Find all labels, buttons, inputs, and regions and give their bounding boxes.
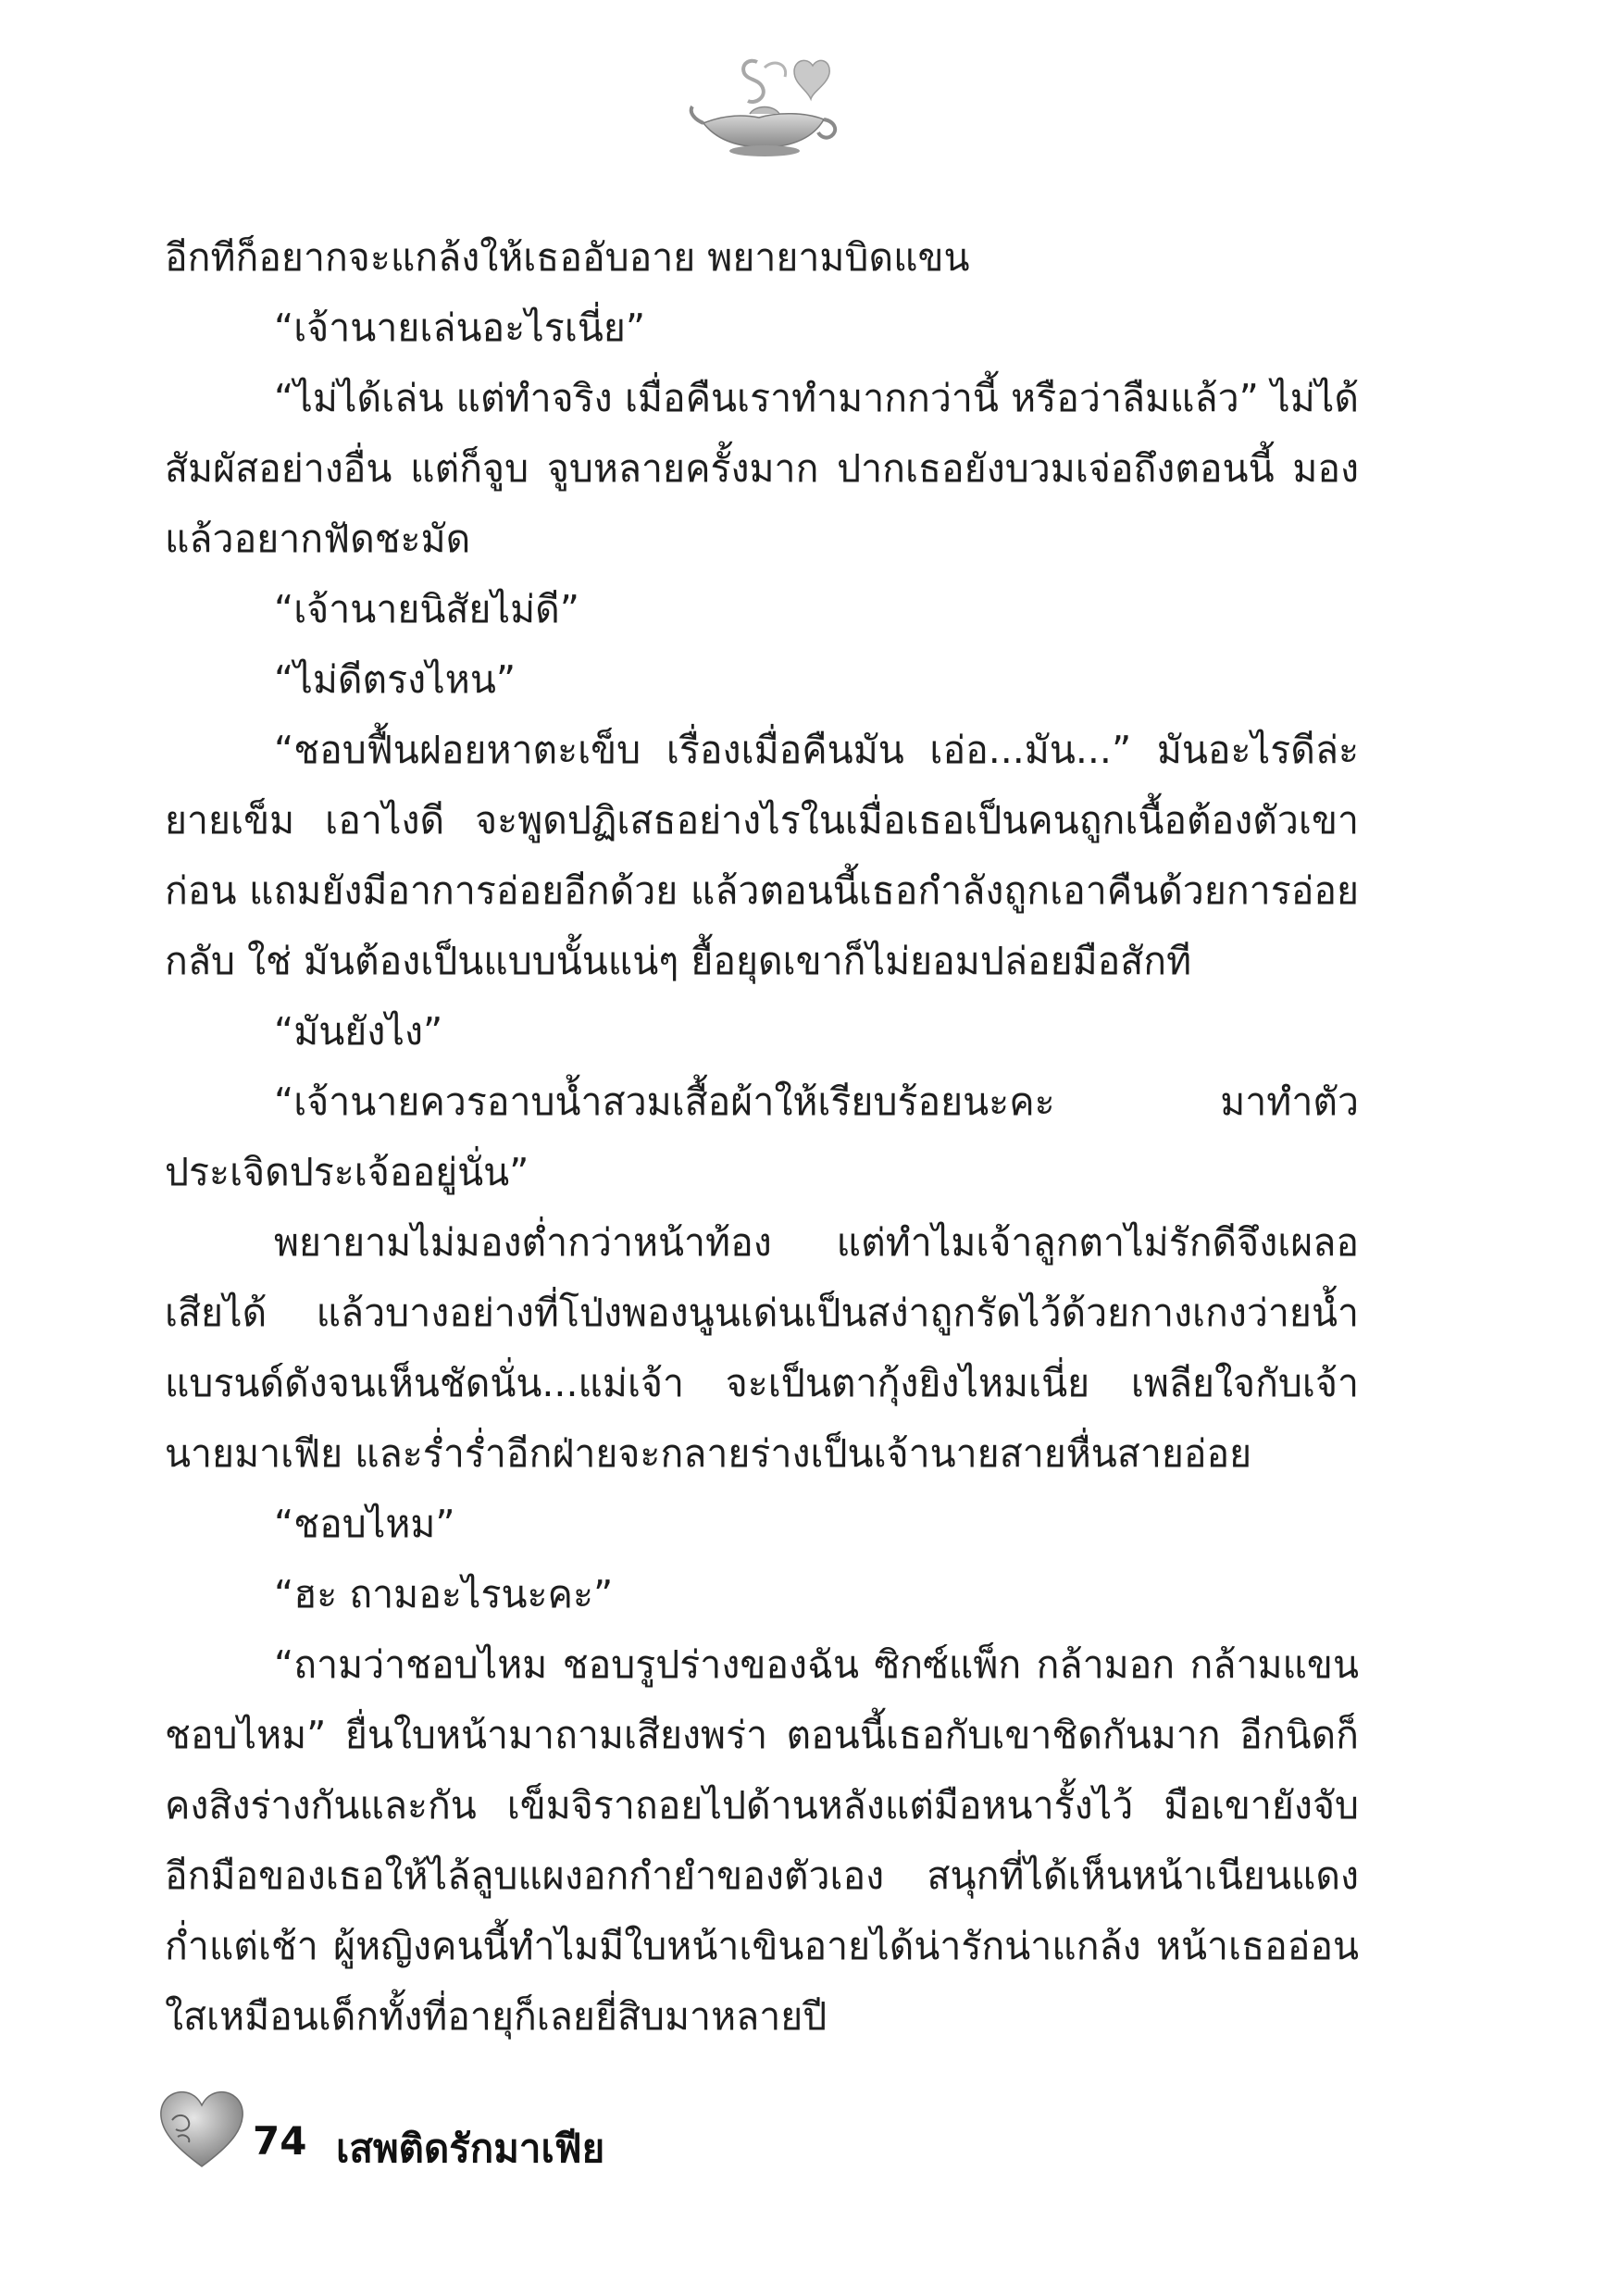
paragraph-8: “เจ้านายควรอาบน้ำสวมเสื้อผ้าให้เรียบร้อยนะคะ มาทำตัวประเจิดประเจ้ออยู่นั่น” bbox=[165, 1079, 1359, 1194]
paragraph-4: “เจ้านายนิสัยไม่ดี” bbox=[274, 587, 579, 631]
paragraph-7: “มันยังไง” bbox=[274, 1009, 443, 1054]
book-title: เสพติดรักมาเฟีย bbox=[336, 2126, 605, 2171]
paragraph-10: “ชอบไหม” bbox=[274, 1502, 455, 1546]
cupid-teapot-ornament-icon bbox=[685, 51, 842, 162]
paragraph-1: อีกทีก็อยากจะแกล้งให้เธออับอาย พยายามบิดแขน bbox=[165, 235, 970, 280]
paragraph-6: “ชอบฟื้นฝอยหาตะเข็บ เรื่องเมื่อคืนมัน เอ่อ...มัน...” มันอะไรดีล่ะยายเข็ม เอาไงดี จะพูดปฏิเสธอย่างไรในเมื่อเธอเป็นคนถูกเนื้อต้องตัวเขาก่อน แถมยังมีอาการอ่อยอีกด้วย แล้วตอนนี้เธอกำลังถูกเอาคืนด้วยการอ่อยกลับ ใช่ มันต้องเป็นแบบนั้นแน่ๆ ยื้อยุดเขาก็ไม่ยอมปล่อยมือสักที bbox=[165, 728, 1359, 983]
paragraph-12: “ถามว่าชอบไหม ชอบรูปร่างของฉัน ซิกซ์แพ็ก กล้ามอก กล้ามแขนชอบไหม” ยื่นใบหน้ามาถามเสียงพร่า ตอนนี้เธอกับเขาชิดกันมาก อีกนิดก็คงสิงร่างกันและกัน เข็มจิราถอยไปด้านหลังแต่มือหนารั้งไว้ มือเขายังจับอีกมือของเธอให้ไล้ลูบแผงอกกำยำของตัวเอง สนุกที่ได้เห็นหน้าเนียนแดงก่ำแต่เช้า ผู้หญิงคนนี้ทำไมมีใบหน้าเขินอายได้น่ารักน่าแกล้ง หน้าเธออ่อนใสเหมือนเด็กทั้งที่อายุก็เลยยี่สิบมาหลายปี bbox=[165, 1642, 1359, 2039]
heart-ornament-icon bbox=[156, 2083, 248, 2171]
paragraph-5: “ไม่ดีตรงไหน” bbox=[274, 657, 517, 702]
paragraph-9: พยายามไม่มองต่ำกว่าหน้าท้อง แต่ทำไมเจ้าลูกตาไม่รักดีจึงเผลอเสียได้ แล้วบางอย่างที่โป่งพองนูนเด่นเป็นสง่าถูกรัดไว้ด้วยกางเกงว่ายน้ำแบรนด์ดังจนเห็นชัดนั่น...แม่เจ้า จะเป็นตากุ้งยิงไหมเนี่ย เพลียใจกับเจ้านายมาเฟีย และร่ำร่ำอีกฝ่ายจะกลายร่างเป็นเจ้านายสายหื่นสายอ่อย bbox=[165, 1220, 1359, 1476]
paragraph-11: “ฮะ ถามอะไรนะคะ” bbox=[274, 1572, 614, 1616]
paragraph-2: “เจ้านายเล่นอะไรเนี่ย” bbox=[274, 306, 646, 350]
body-text bbox=[165, 222, 1359, 2052]
page-number: 74 bbox=[253, 2118, 307, 2164]
page-footer bbox=[156, 2083, 989, 2194]
paragraph-3: “ไม่ได้เล่น แต่ทำจริง เมื่อคืนเราทำมากกว่านี้ หรือว่าลืมแล้ว” ไม่ได้สัมผัสอย่างอื่น แต่ก็จูบ จูบหลายครั้งมาก ปากเธอยังบวมเจ่อถึงตอนนี้ มองแล้วอยากฟัดชะมัด bbox=[165, 376, 1359, 561]
